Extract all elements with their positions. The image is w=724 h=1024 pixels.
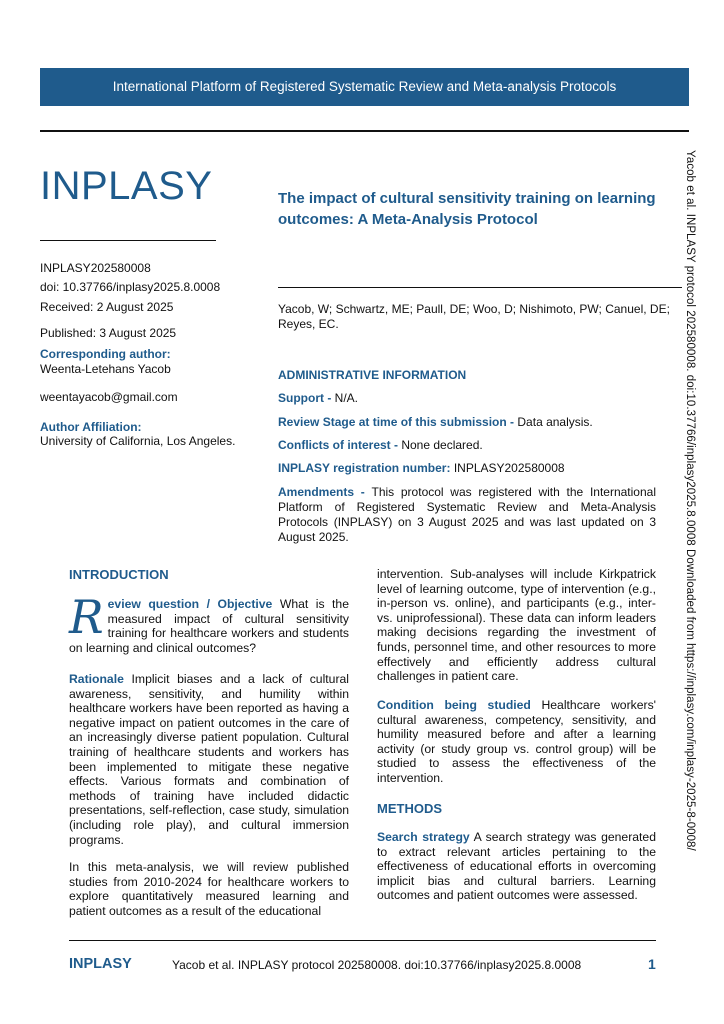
intro-heading: INTRODUCTION <box>69 567 169 582</box>
search-strategy-text: A search strategy was generated to extract relevant articles pertaining to the effectiveness of educational efforts in overcoming implicit bias and cultural barriers. Learning outcomes and patient outcomes were assessed. <box>377 830 656 903</box>
published-date: Published: 3 August 2025 <box>40 326 177 340</box>
rationale-text: Implicit biases and a lack of cultural awareness, sensitivity, and humility within healthcare workers have been reported as having a negative impact on patient outcomes in the care of an increasingly diverse patient population. Cultural training of healthcare students and workers has been implemented to mitigate these negative effects. Various formats and combination of methods of training have included didactic presentations, self-reflection, case study, simulation (including role play), and cultural immersion programs. <box>69 672 349 847</box>
admin-heading: ADMINISTRATIVE INFORMATION <box>278 368 467 382</box>
author-list: Yacob, W; Schwartz, ME; Paull, DE; Woo, D; Nishimoto, PW; Canuel, DE; Reyes, EC. <box>278 302 670 331</box>
condition-label: Condition being studied <box>377 698 531 712</box>
top-rule <box>40 130 689 132</box>
conflicts-value: None declared. <box>401 438 483 452</box>
support-label: Support - <box>278 391 335 405</box>
page-number: 1 <box>648 956 656 972</box>
inplasy-logo: INPLASY <box>40 164 213 208</box>
meta-analysis-paragraph: In this meta-analysis, we will review published studies from 2010-2024 for healthcare workers to explore quantitatively measured learning and patient outcomes as a result of the educational <box>69 860 349 918</box>
rationale-label: Rationale <box>69 672 124 686</box>
admin-registration <box>278 461 658 476</box>
doi[interactable]: doi: 10.37766/inplasy2025.8.0008 <box>40 280 221 294</box>
admin-stage <box>278 415 658 430</box>
header-banner: International Platform of Registered Systematic Review and Meta-analysis Protocols <box>40 68 689 106</box>
registration-label: INPLASY registration number: <box>278 461 454 475</box>
review-question-label: eview question / Objective <box>107 597 273 611</box>
title-rule <box>278 287 682 288</box>
intervention-paragraph: intervention. Sub-analyses will include Kirkpatrick level of learning outcome, type of intervention (e.g., in-person vs. online), and participants (e.g., inter- vs. uniprofessional). These data can inform leaders making decisions regarding the investment of funds, personnel time, and other resources to more effectively and efficiently address cultural challenges in patient care. <box>377 567 656 684</box>
admin-conflicts <box>278 438 658 453</box>
stage-label: Review Stage at time of this submission - <box>278 415 518 429</box>
review-question-text: What is the measured impact of cultural sensitivity training for healthcare workers and students on learning and clinical outcomes? <box>69 597 349 655</box>
rationale-paragraph <box>69 672 349 847</box>
conflicts-label: Conflicts of interest - <box>278 438 402 452</box>
received-date: Received: 2 August 2025 <box>40 300 174 314</box>
corresponding-email[interactable]: weentayacob@gmail.com <box>40 390 178 404</box>
amendments-value: This protocol was registered with the International Platform of Registered Systematic Review and Meta-Analysis Protocols (INPLASY) on 3 August 2025 and was last updated on 3 August 2025. <box>278 485 656 544</box>
affiliation-label: Author Affiliation: <box>40 420 142 434</box>
footer-rule <box>69 940 656 941</box>
footer-logo: INPLASY <box>69 956 132 972</box>
condition-text: Healthcare workers' cultural awareness, competency, sensitivity, and humility measured before and after a learning activity (or study group vs. control group) will be studied to assess the effectiveness of the intervention. <box>377 698 656 785</box>
search-strategy-label: Search strategy <box>377 830 470 844</box>
search-strategy-paragraph <box>377 830 656 903</box>
admin-amendments <box>278 485 656 545</box>
registration-value: INPLASY202580008 <box>453 461 565 475</box>
stage-value: Data analysis. <box>517 415 593 429</box>
support-value: N/A. <box>334 391 358 405</box>
admin-support <box>278 391 658 406</box>
corresponding-name: Weenta-Letehans Yacob <box>40 362 171 376</box>
footer-citation: Yacob et al. INPLASY protocol 202580008. doi:10.37766/inplasy2025.8.0008 <box>172 958 582 972</box>
review-question-paragraph <box>69 590 349 655</box>
condition-paragraph <box>377 698 656 786</box>
side-text[interactable]: Yacob et al. INPLASY protocol 202580008. doi:10.37766/inplasy2025.8.0008 Downloaded from https://inplasy.com/inplasy-2025-8-0008/ <box>684 150 696 851</box>
methods-heading: METHODS <box>377 801 442 816</box>
amendments-label: Amendments - <box>278 485 372 499</box>
logo-rule <box>40 240 216 241</box>
article-title: The impact of cultural sensitivity training on learning outcomes: A Meta-Analysis Protocol <box>278 190 656 228</box>
dropcap-letter: R <box>69 590 104 644</box>
corresponding-label: Corresponding author: <box>40 347 171 361</box>
side-download-note <box>684 150 714 910</box>
affiliation: University of California, Los Angeles. <box>40 434 236 448</box>
inplasy-id: INPLASY202580008 <box>40 261 151 275</box>
